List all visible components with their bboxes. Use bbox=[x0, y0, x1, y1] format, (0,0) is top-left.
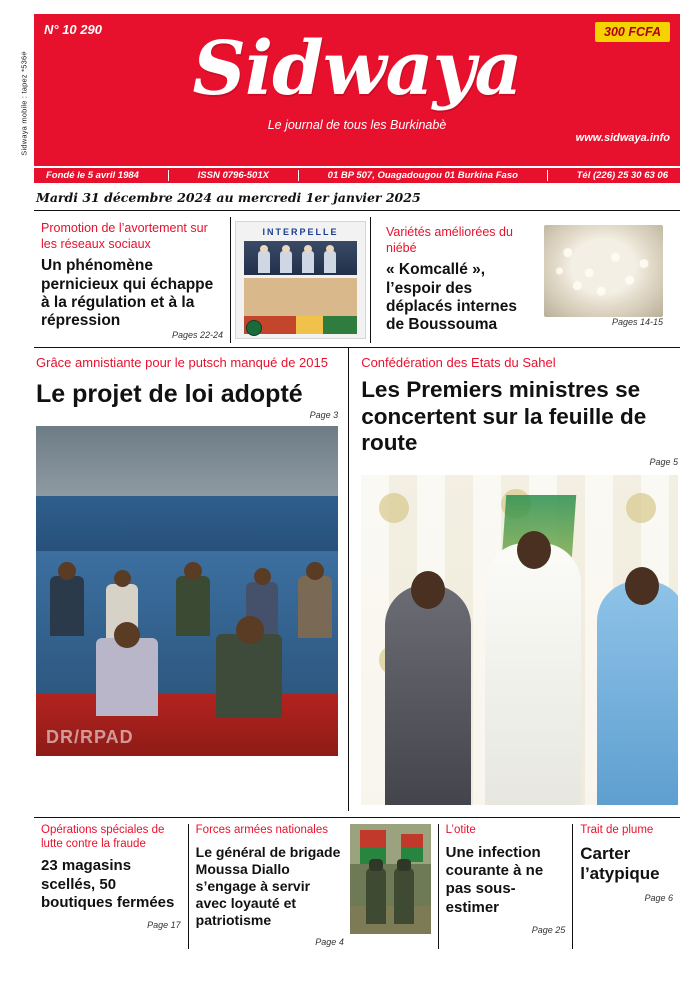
bottom-story-armee-pageref: Page 4 bbox=[315, 937, 344, 948]
top-story-abortion-pageref: Pages 22-24 bbox=[171, 330, 223, 341]
top-band bbox=[34, 217, 680, 343]
interpelle-poster-block[interactable] bbox=[230, 217, 370, 343]
infobar-founded: Fondé le 5 avril 1984 bbox=[46, 170, 139, 181]
paper-tagline: Le journal de tous les Burkinabè bbox=[267, 118, 447, 132]
bottom-story-otite-headline: Une infection courante à ne pas sous-estimer bbox=[445, 843, 544, 916]
poster-illustration bbox=[244, 278, 357, 316]
top-story-niebe-pageref: Pages 14-15 bbox=[611, 317, 663, 327]
infobar-phone: Tél (226) 25 30 63 06 bbox=[576, 170, 668, 181]
top-story-abortion-headline: Un phénomène pernicieux qui échappe à la régulation et à la répression bbox=[41, 257, 214, 330]
mobile-service-strip bbox=[16, 28, 32, 178]
flag-icon bbox=[401, 834, 423, 862]
infobar-address: 01 BP 507, Ouagadougou 01 Burkina Faso bbox=[327, 170, 518, 181]
top-story-abortion-kicker: Promotion de l’avortement sur les réseaux sociaux bbox=[41, 221, 208, 251]
bottom-story-otite[interactable] bbox=[438, 824, 573, 949]
poster-photo-strip bbox=[244, 241, 357, 275]
infobar-divider bbox=[298, 170, 299, 181]
bottom-story-trait-kicker: Trait de plume bbox=[580, 823, 654, 836]
photo-watermark: DR/RPAD bbox=[46, 726, 134, 747]
lead-story-sahel-headline: Les Premiers ministres se concertent sur la feuille de route bbox=[361, 377, 647, 456]
infobar-divider bbox=[547, 170, 548, 181]
dateline: Mardi 31 décembre 2024 au mercredi 1er janvier 2025 bbox=[34, 183, 680, 211]
top-story-niebe-headline: « Komcallé », l’espoir des déplacés internes de Boussouma bbox=[386, 261, 517, 334]
bottom-story-armee[interactable] bbox=[188, 824, 438, 949]
bottom-story-fraude-kicker: Opérations spéciales de lutte contre la fraude bbox=[41, 823, 165, 850]
niebe-photo bbox=[544, 225, 663, 317]
lead-story-amnesty-pageref: Page 3 bbox=[309, 409, 339, 420]
price-badge: 300 FCFA bbox=[595, 22, 670, 42]
poster-seal-icon bbox=[246, 320, 262, 336]
lead-story-amnesty-kicker: Grâce amnistiante pour le putsch manqué de 2015 bbox=[36, 355, 328, 370]
bottom-story-otite-pageref: Page 25 bbox=[531, 924, 566, 935]
infobar-issn: ISSN 0796-501X bbox=[197, 170, 269, 181]
bottom-story-trait-headline: Carter l’atypique bbox=[580, 843, 660, 884]
lead-story-sahel-pageref: Page 5 bbox=[649, 456, 678, 467]
top-story-abortion[interactable] bbox=[34, 217, 230, 343]
top-story-niebe-kicker: Variétés améliorées du niébé bbox=[386, 225, 513, 255]
bottom-story-fraude-headline: 23 magasins scellés, 50 boutiques fermées bbox=[41, 857, 175, 912]
lead-story-amnesty[interactable] bbox=[34, 348, 348, 811]
sahel-pm-photo bbox=[361, 475, 678, 805]
infobar-divider bbox=[168, 170, 169, 181]
bottom-story-fraude-pageref: Page 17 bbox=[147, 920, 181, 931]
issue-number: N° 10 290 bbox=[44, 22, 102, 37]
assembly-session-photo bbox=[36, 426, 338, 756]
paper-website[interactable]: www.sidwaya.info bbox=[575, 132, 670, 144]
bottom-story-trait-de-plume[interactable] bbox=[572, 824, 680, 949]
lead-story-sahel-kicker: Confédération des Etats du Sahel bbox=[361, 355, 556, 370]
interpelle-poster-title: INTERPELLE bbox=[262, 227, 339, 237]
soldiers-photo bbox=[350, 824, 431, 934]
masthead-infobar bbox=[34, 166, 680, 183]
paper-logo: Sidwaya bbox=[192, 26, 522, 112]
masthead bbox=[34, 14, 680, 166]
bottom-band bbox=[34, 817, 680, 949]
bottom-story-otite-kicker: L’otite bbox=[445, 823, 476, 836]
lead-story-sahel[interactable] bbox=[348, 348, 680, 811]
top-story-niebe[interactable] bbox=[370, 217, 670, 343]
bottom-story-fraude[interactable] bbox=[34, 824, 188, 949]
mobile-service-text: Sidwaya mobile : tapez *536# bbox=[19, 50, 29, 156]
lead-story-amnesty-headline: Le projet de loi adopté bbox=[36, 380, 303, 409]
bottom-story-trait-pageref: Page 6 bbox=[644, 893, 673, 904]
bottom-story-armee-headline: Le général de brigade Moussa Diallo s’engage à servir avec loyauté et patriotisme bbox=[195, 843, 341, 928]
main-band bbox=[34, 347, 680, 811]
bottom-story-armee-kicker: Forces armées nationales bbox=[195, 823, 328, 836]
interpelle-poster-image bbox=[235, 221, 366, 339]
